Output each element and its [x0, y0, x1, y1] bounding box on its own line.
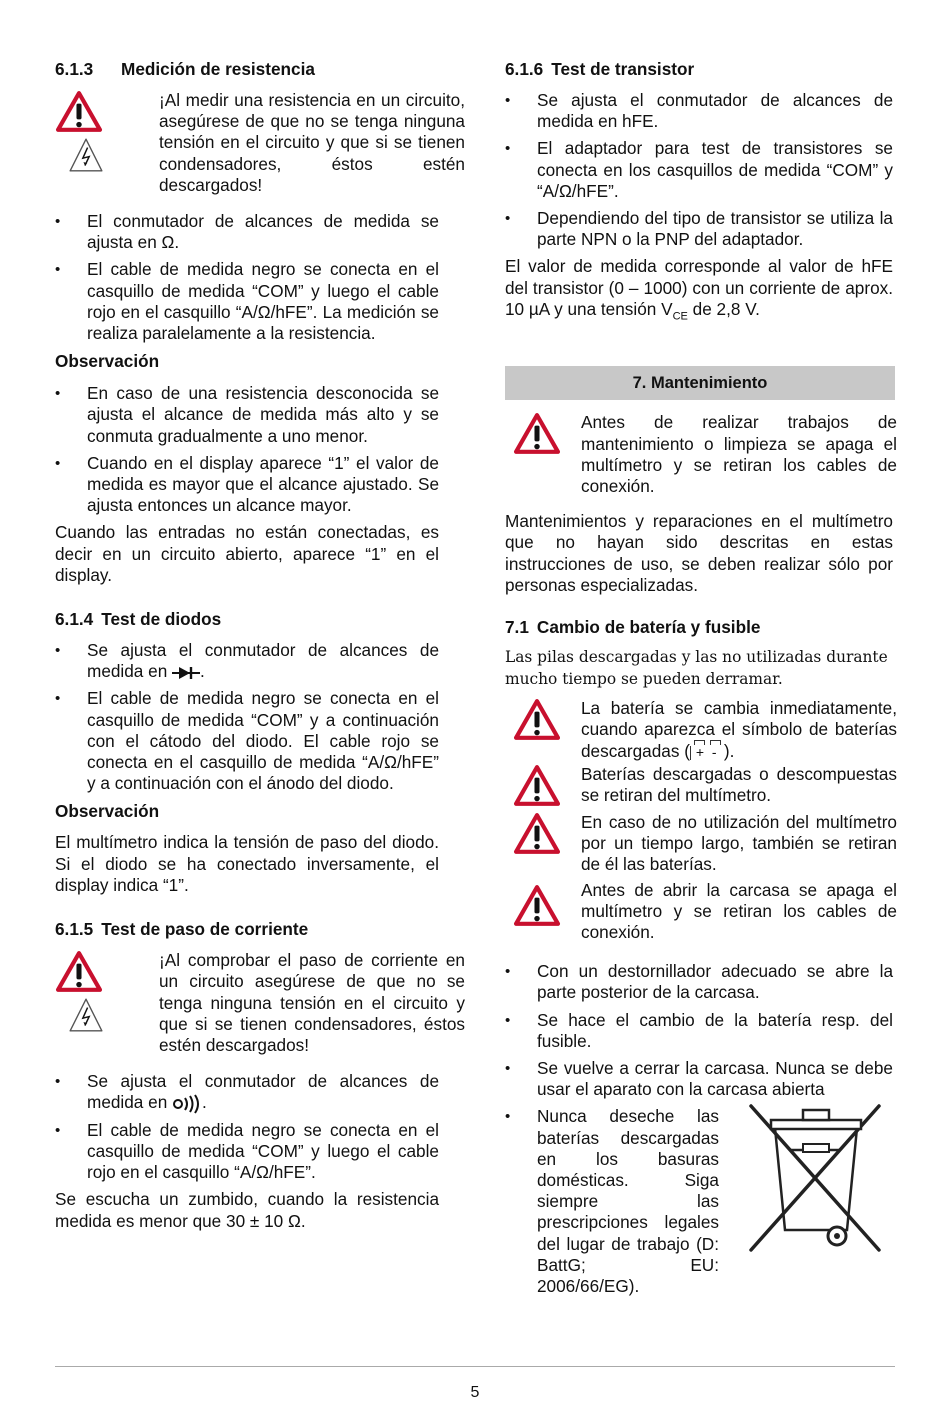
battery-warning-2	[505, 764, 897, 808]
electric-shock-icon	[67, 996, 105, 1034]
buzzer-note: Se escucha un zumbido, cuando la resistencia medida es menor que 30 ± 10 Ω.	[55, 1189, 439, 1231]
battery-change-steps	[505, 961, 893, 1100]
chapter-7-header-bar	[505, 366, 895, 400]
warning-triangle-icon	[513, 764, 561, 808]
maintenance-warning	[505, 412, 897, 497]
list-item: • En caso de una resistencia desconocida se ajusta el alcance de medida más alto y se conmuta gradualmente a uno menor.	[55, 383, 439, 447]
warning-triangle-icon	[55, 90, 103, 134]
list-item: • Dependiendo del tipo de transistor se utiliza la parte NPN o la PNP del adaptador.	[505, 208, 893, 250]
section-number: 6.1.4	[55, 609, 94, 630]
warning-text: En caso de no utilización del multímetro por un tiempo largo, también se retiran de él las baterías.	[581, 811, 897, 875]
footer-divider	[55, 1366, 895, 1367]
warning-triangle-icon	[513, 698, 561, 742]
resistance-warning	[55, 90, 465, 196]
electric-shock-icon	[67, 136, 105, 174]
chapter-title: 7. Mantenimiento	[632, 373, 768, 392]
section-title: Test de paso de corriente	[101, 919, 309, 940]
list-item: • El cable de medida negro se conecta en el casquillo de medida “COM” y luego el cable rojo en el casquillo “A/Ω/hFE”. La medición se realiza paralelamente a la resistencia.	[55, 259, 439, 344]
list-item: • Nunca deseche las baterías descargadas en los basuras domésticas. Siga siempre las prescripciones legales del lugar de trabajo (D: BattG; EU: 2006/66/EG).	[505, 1106, 719, 1297]
section-6-1-4-heading	[55, 608, 465, 630]
section-number: 7.1	[505, 617, 529, 638]
warning-text: La batería se cambia inmediatamente, cuando aparezca el símbolo de baterías descargadas ( + - ).	[581, 698, 897, 761]
list-item: • El cable de medida negro se conecta en el casquillo de medida “COM” y a continuación con el cátodo del diodo. El cable rojo se conecta en el casquillo de medida “A/Ω/hFE” y a continuación con el ánodo del diodo.	[55, 688, 439, 794]
list-item: • Cuando en el display aparece “1” el valor de medida es mayor que el alcance ajustado. Se ajusta entonces un alcance mayor.	[55, 453, 439, 517]
section-title: Test de transistor	[551, 59, 695, 79]
section-6-1-3-heading	[55, 58, 465, 80]
maintenance-note: Mantenimientos y reparaciones en el multímetro que no hayan sido descritas en estas instrucciones de uso, se deben realizar sólo por personas especializadas.	[505, 511, 893, 595]
resistance-steps	[55, 211, 439, 344]
warning-text: Baterías descargadas o descompuestas se retiran del multímetro.	[581, 763, 897, 806]
observation-list	[55, 383, 439, 516]
continuity-steps	[55, 1071, 439, 1183]
continuity-warning	[55, 950, 465, 1056]
list-item: • El conmutador de alcances de medida se ajusta en Ω.	[55, 211, 439, 253]
battery-warning-3	[505, 812, 897, 876]
warning-triangle-icon	[513, 884, 561, 928]
section-number: 6.1.3	[55, 59, 94, 79]
warning-text: ¡Al medir una resistencia en un circuito, asegúrese de que no se tenga ninguna tensión en el circuito y que si se tienen condensadores, éstos estén descargados!	[159, 90, 465, 195]
warning-text: Antes de realizar trabajos de mantenimiento o limpieza se apaga el multímetro y se retiran los cables de conexión.	[581, 412, 897, 497]
section-6-1-6-heading	[505, 58, 897, 80]
observation-heading: Observación	[55, 801, 160, 822]
crossed-out-wheelie-bin-icon	[739, 1098, 889, 1256]
diode-icon	[172, 665, 200, 681]
section-number: 6.1.6	[505, 59, 544, 79]
section-title: Test de diodos	[101, 609, 222, 630]
list-item: • El cable de medida negro se conecta en el casquillo de medida “COM” y luego el cable rojo en el casquillo “A/Ω/hFE”.	[55, 1120, 439, 1184]
list-item: • Se vuelve a cerrar la carcasa. Nunca se debe usar el aparato con la carcasa abierta	[505, 1058, 893, 1100]
warning-text: Antes de abrir la carcasa se apaga el multímetro y se retiran los cables de conexión.	[581, 879, 897, 942]
leak-note: Las pilas descargadas y las no utilizadas durante mucho tiempo se pueden derramar.	[505, 648, 888, 689]
list-item: • Se ajusta el conmutador de alcances de medida en .	[55, 1071, 439, 1114]
observation-heading: Observación	[55, 351, 160, 372]
section-number: 6.1.5	[55, 919, 94, 940]
section-title: Cambio de batería y fusible	[536, 617, 761, 638]
diode-note: El multímetro indica la tensión de paso del diodo. Si el diodo se ha conectado inversamente, el display indica “1”.	[55, 832, 439, 895]
section-7-1-heading	[505, 616, 897, 638]
warning-triangle-icon	[513, 412, 561, 456]
section-title: Medición de resistencia	[121, 59, 315, 79]
left-column	[55, 58, 465, 1232]
page-number: 5	[470, 1384, 480, 1401]
buzzer-icon	[172, 1094, 202, 1114]
right-column	[505, 58, 897, 1303]
transistor-steps	[505, 90, 893, 250]
open-circuit-note: Cuando las entradas no están conectadas, es decir en un circuito abierto, aparece “1” en el display.	[55, 522, 439, 585]
list-item: • Se hace el cambio de la batería resp. del fusible.	[505, 1010, 893, 1052]
battery-warning-4	[505, 880, 897, 944]
list-item: • El adaptador para test de transistores se conecta en los casquillos de medida “COM” y “A/Ω/hFE”.	[505, 138, 893, 202]
list-item: • Se ajusta el conmutador de alcances de medida en .	[55, 640, 439, 682]
low-battery-icon: + -	[690, 742, 724, 762]
hfe-note: El valor de medida corresponde al valor de hFE del transistor (0 – 1000) con un corriente de aprox. 10 µA y una tensión $V_{CE}$ de 2,8 V.	[505, 256, 893, 323]
warning-triangle-icon	[513, 812, 561, 856]
disposal-block	[505, 1106, 897, 1303]
diode-steps	[55, 640, 439, 794]
list-item: • Con un destornillador adecuado se abre la parte posterior de la carcasa.	[505, 961, 893, 1003]
section-6-1-5-heading	[55, 918, 465, 940]
warning-triangle-icon	[55, 950, 103, 994]
warning-text: ¡Al comprobar el paso de corriente en un circuito asegúrese de que no se tenga ninguna tensión en el circuito y que si se tienen condensadores, éstos estén descargados!	[159, 950, 465, 1055]
list-item: • Se ajusta el conmutador de alcances de medida en hFE.	[505, 90, 893, 132]
battery-warning-1	[505, 698, 897, 762]
